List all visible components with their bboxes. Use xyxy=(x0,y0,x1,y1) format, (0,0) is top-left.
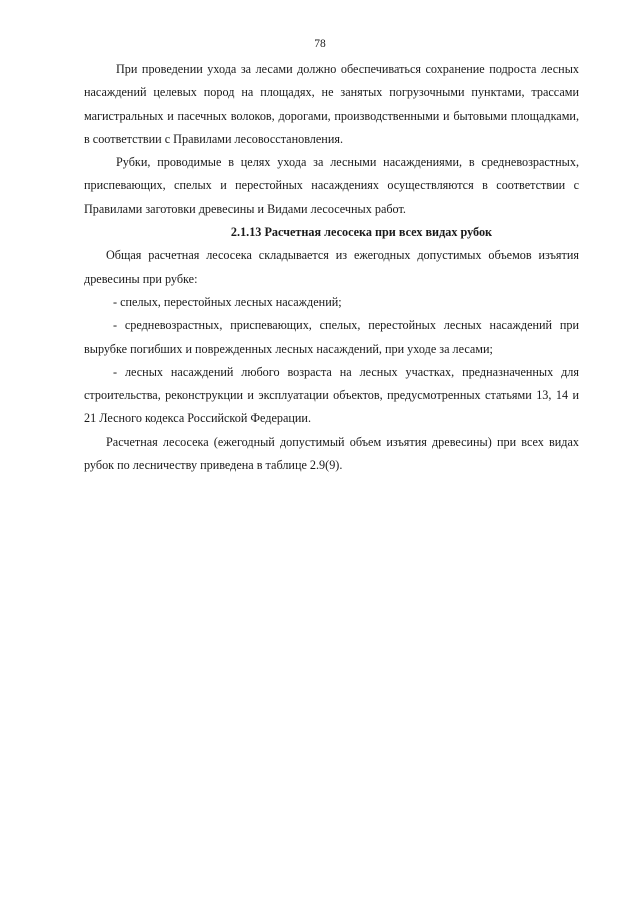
list-item: - лесных насаждений любого возраста на лесных участках, предназначенных для строительства, реконструкции и эксплуатации объектов, предусмотренных статьями 13, 14 и 21 Лесного кодекса Российской Федерации. xyxy=(84,364,579,426)
section-heading: 2.1.13 Расчетная лесосека при всех видах рубок xyxy=(230,225,493,240)
paragraph-care-felling: Рубки, проводимые в целях ухода за лесными насаждениями, в средневозрастных, приспевающих, спелых и перестойных насаждениях осуществляются в соответствии с Правилами заготовки древесины и Видами лесосечных работ. xyxy=(84,155,579,216)
paragraph-closing: Расчетная лесосека (ежегодный допустимый объем изъятия древесины) при всех видах рубок по лесничеству приведена в таблице 2.9(9). xyxy=(84,434,579,473)
paragraph-undergrowth-preservation: При проведении ухода за лесами должно обеспечиваться сохранение подроста лесных насаждений целевых пород на площадях, не занятых погрузочными пунктами, трассами магистральных и пасечных волоков, дорогами, производственными и бытовыми площадками, в соответствии с Правилами лесовосстановления. xyxy=(84,62,579,146)
list-item: - средневозрастных, приспевающих, спелых, перестойных лесных насаждений при вырубке погибших и поврежденных лесных насаждений, при уходе за лесами; xyxy=(84,318,579,356)
list-item: - спелых, перестойных лесных насаждений; xyxy=(113,294,342,309)
page-body xyxy=(84,58,579,477)
page-number: 78 xyxy=(314,38,326,50)
paragraph-intro: Общая расчетная лесосека складывается из ежегодных допустимых объемов изъятия древесины при рубке: xyxy=(84,248,579,286)
